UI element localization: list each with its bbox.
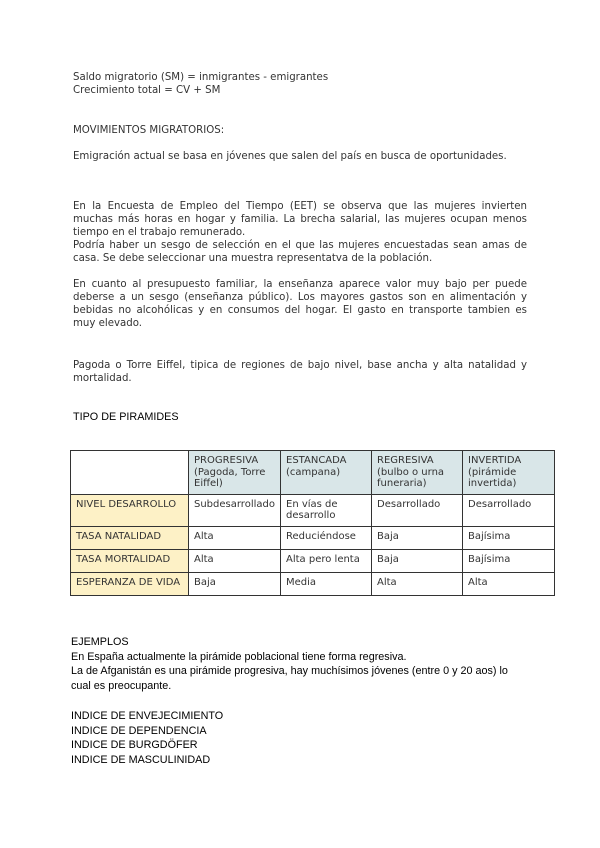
indice-dependencia: INDICE DE DEPENDENCIA [71, 724, 207, 737]
table-corner-cell [71, 451, 189, 495]
row-header-tasa-mortalidad: TASA MORTALIDAD [71, 549, 189, 572]
ejemplo-espana: En España actualmente la pirámide poblacional tiene forma regresiva. [71, 650, 407, 663]
table-row [71, 572, 555, 595]
eet-line: tiempo en el trabajo remunerado. [73, 227, 246, 238]
ejemplos-heading: EJEMPLOS [71, 636, 129, 648]
table-cell: Alta [463, 572, 555, 595]
table-cell: Baja [372, 549, 463, 572]
table-row [71, 526, 555, 549]
presupuesto-paragraph [73, 278, 527, 330]
table-cell: En vías de desarrollo [281, 494, 372, 526]
table-header-row [71, 451, 555, 495]
eet-line: casa. Se debe seleccionar una muestra representatva de la población. [73, 253, 433, 264]
column-header-estancada: ESTANCADA (campana) [281, 451, 372, 495]
presupuesto-line: En cuanto al presupuesto familiar, la enseñanza aparece valor muy bajo per puede [73, 279, 527, 290]
table-cell: Baja [189, 572, 281, 595]
indice-masculinidad: INDICE DE MASCULINIDAD [71, 753, 211, 766]
row-header-nivel-desarrollo: NIVEL DESARROLLO [71, 494, 189, 526]
table-cell: Bajísima [463, 549, 555, 572]
indice-envejecimiento: INDICE DE ENVEJECIMIENTO [71, 710, 224, 722]
ejemplo-afganistan: La de Afganistán es una pirámide progresiva, hay muchísimos jóvenes (entre 0 y 20 aos) lo [71, 665, 508, 677]
indice-burgdofer: INDICE DE BURGDÖFER [71, 739, 198, 751]
column-header-invertida: INVERTIDA (pirámide invertida) [463, 451, 555, 495]
saldo-migratorio-formula: Saldo migratorio (SM) = inmigrantes - emigrantes [73, 72, 329, 83]
row-header-tasa-natalidad: TASA NATALIDAD [71, 526, 189, 549]
presupuesto-line: deberse a un sesgo (enseñanza público). Los mayores gastos son en alimentación y [73, 292, 527, 303]
table-cell: Bajísima [463, 526, 555, 549]
pagoda-line: Pagoda o Torre Eiffel, tipica de regiones de bajo nivel, base ancha y alta natalidad y [73, 360, 527, 371]
tipos-heading: TIPO DE PIRAMIDES [73, 411, 179, 423]
pagoda-paragraph [73, 359, 527, 385]
table-cell: Alta pero lenta [281, 549, 372, 572]
presupuesto-line: muy elevado. [73, 318, 143, 329]
pagoda-line: mortalidad. [73, 373, 132, 384]
presupuesto-line: bebidas no alcohólicas y en consumos del hogar. El gasto en transporte tambien es [73, 305, 527, 316]
table-cell: Subdesarrollado [189, 494, 281, 526]
table-cell: Alta [372, 572, 463, 595]
migraciones-text: Emigración actual se basa en jóvenes que salen del país en busca de oportunidades. [73, 151, 507, 162]
table-row [71, 549, 555, 572]
ejemplos-block [71, 635, 541, 693]
table-cell: Reduciéndose [281, 526, 372, 549]
eet-line: muchas más horas en hogar y familia. La brecha salarial, las mujeres ocupan menos [73, 214, 527, 225]
migraciones-heading: MOVIMIENTOS MIGRATORIOS: [73, 125, 225, 136]
table-cell: Alta [189, 549, 281, 572]
table-cell: Media [281, 572, 372, 595]
table-cell: Desarrollado [372, 494, 463, 526]
table-cell: Alta [189, 526, 281, 549]
table-cell: Baja [372, 526, 463, 549]
table-cell: Desarrollado [463, 494, 555, 526]
formulas-block [73, 71, 527, 97]
eet-line: Podría haber un sesgo de selección en el que las mujeres encuestadas sean amas de [73, 240, 527, 251]
table-row [71, 494, 555, 526]
column-header-progresiva: PROGRESIVA (Pagoda, Torre Eiffel) [189, 451, 281, 495]
row-header-esperanza-vida: ESPERANZA DE VIDA [71, 572, 189, 595]
column-header-regresiva: REGRESIVA (bulbo o urna funeraria) [372, 451, 463, 495]
ejemplo-afganistan-cont: cual es preocupante. [71, 679, 172, 692]
eet-line: En la Encuesta de Empleo del Tiempo (EET) se observa que las mujeres invierten [73, 201, 527, 212]
pyramid-types-table [70, 450, 555, 596]
indices-list [71, 709, 525, 767]
crecimiento-total-formula: Crecimiento total = CV + SM [73, 85, 221, 96]
eet-paragraph [73, 200, 527, 265]
